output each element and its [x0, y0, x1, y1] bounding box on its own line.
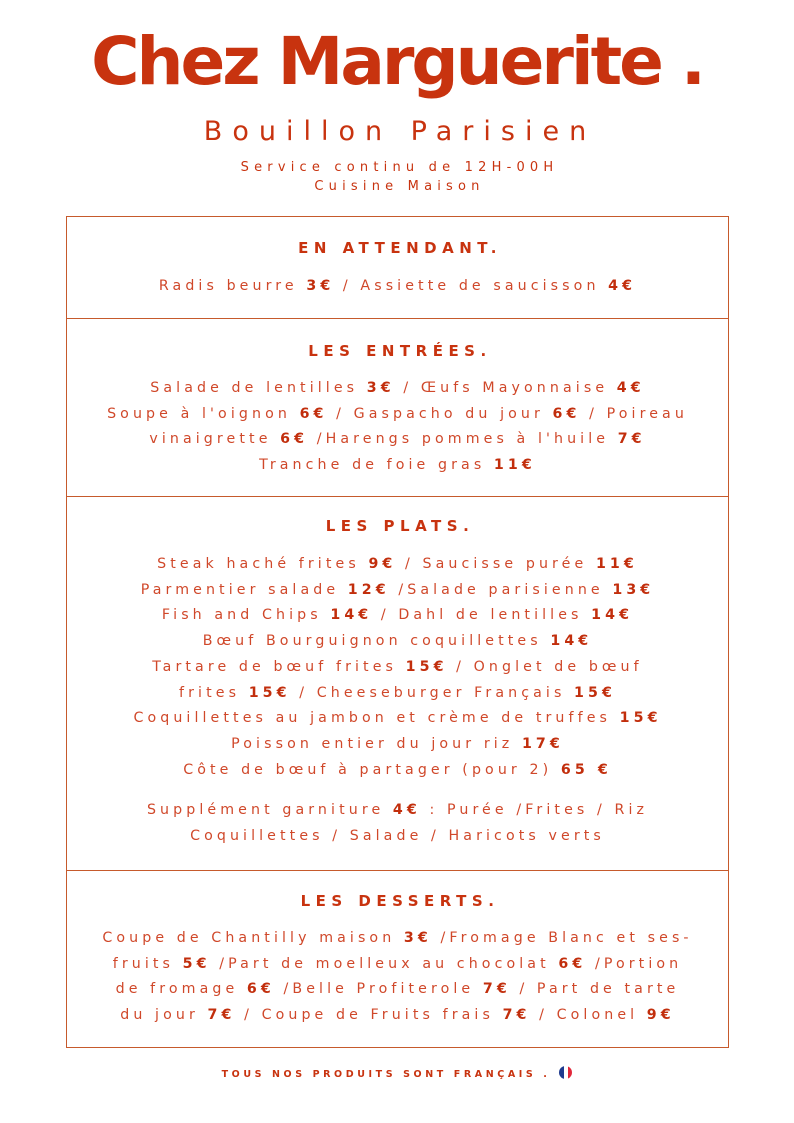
- menu-line: [67, 1003, 728, 1029]
- section-entrees: [67, 319, 728, 497]
- dish-text: / Coupe de Fruits frais: [235, 1007, 503, 1024]
- price: 7€: [617, 431, 646, 448]
- dish-text: Tranche de foie gras: [259, 457, 494, 474]
- menu-line: [67, 706, 728, 732]
- spacer: [67, 783, 728, 798]
- section-lines: [67, 274, 728, 300]
- price: 11€: [493, 457, 536, 474]
- price: 17€: [521, 735, 564, 752]
- dish-text: / Dahl de lentilles: [372, 607, 592, 624]
- price: 15€: [619, 710, 662, 727]
- price: 15€: [405, 658, 448, 675]
- section-lines: [67, 926, 728, 1029]
- service-hours: Service continu de 12H-00H: [240, 160, 559, 175]
- price: 4€: [608, 278, 637, 294]
- price: 6€: [299, 405, 328, 422]
- price: 9€: [646, 1007, 675, 1024]
- dish-text: Côte de bœuf à partager (pour 2): [183, 761, 561, 778]
- menu-line: [67, 376, 728, 402]
- price: 6€: [552, 405, 581, 422]
- price: 6€: [280, 431, 309, 448]
- price: 7€: [482, 981, 511, 998]
- price: 12€: [347, 581, 390, 598]
- dish-text: Coquillettes / Salade / Haricots verts: [190, 828, 605, 845]
- menu-line: [67, 402, 728, 428]
- dish-text: Poisson entier du jour riz: [231, 735, 522, 752]
- menu-line: [67, 758, 728, 784]
- section-title: LES PLATS.: [325, 517, 475, 535]
- footer: [0, 1066, 794, 1083]
- price: 14€: [550, 633, 593, 650]
- price: 65 €: [560, 761, 612, 778]
- price: 14€: [330, 607, 373, 624]
- dish-text: / Gaspacho du jour: [327, 405, 553, 422]
- menu-line: [67, 824, 728, 850]
- menu-line: [67, 655, 728, 681]
- section-title: LES DESSERTS.: [300, 892, 500, 910]
- dish-text: / Colonel: [530, 1007, 647, 1024]
- price: 6€: [558, 955, 587, 972]
- restaurant-title: Chez Marguerite .: [91, 23, 703, 100]
- price: 11€: [595, 556, 638, 572]
- section-en-attendant: [67, 217, 728, 319]
- dish-text: fruits: [112, 955, 183, 972]
- menu-line: [67, 453, 728, 479]
- dish-text: / Œufs Mayonnaise: [394, 380, 617, 396]
- service-info: [0, 158, 794, 196]
- dish-text: Bœuf Bourguignon coquillettes: [202, 633, 551, 650]
- dish-text: de fromage: [115, 981, 247, 998]
- dish-text: Salade de lentilles: [150, 380, 367, 396]
- dish-text: / Saucisse purée: [396, 556, 596, 572]
- menu-line: [67, 732, 728, 758]
- dish-text: Coquillettes au jambon et crème de truffes: [133, 710, 620, 727]
- cuisine-label: Cuisine Maison: [314, 179, 485, 194]
- section-lines: [67, 376, 728, 479]
- dish-text: Parmentier salade: [140, 581, 348, 598]
- dish-text: Coupe de Chantilly maison: [102, 930, 404, 946]
- menu-line: [67, 274, 728, 300]
- price: 5€: [182, 955, 211, 972]
- dish-text: / Assiette de saucisson: [334, 278, 609, 294]
- dish-text: Soupe à l'oignon: [107, 405, 300, 422]
- dish-text: Supplément garniture: [146, 802, 393, 819]
- price: 13€: [612, 581, 655, 598]
- price: 9€: [368, 556, 397, 572]
- menu-line: [67, 798, 728, 824]
- dish-text: : Purée /Frites / Riz: [420, 802, 649, 819]
- dish-text: / Cheeseburger Français: [290, 684, 575, 701]
- dish-text: /Harengs pommes à l'huile: [308, 431, 618, 448]
- menu-line: [67, 926, 728, 952]
- price: 3€: [306, 278, 335, 294]
- dish-text: Radis beurre: [158, 278, 307, 294]
- price: 4€: [616, 380, 645, 396]
- dish-text: /Fromage Blanc et ses-: [431, 930, 693, 946]
- restaurant-subtitle: Bouillon Parisien: [203, 116, 597, 147]
- dish-text: /Belle Profiterole: [274, 981, 483, 998]
- price: 7€: [207, 1007, 236, 1024]
- menu-line: [67, 629, 728, 655]
- menu-line: [67, 681, 728, 707]
- price: 3€: [366, 380, 395, 396]
- price: 14€: [591, 607, 634, 624]
- price: 6€: [246, 981, 275, 998]
- menu-line: [67, 977, 728, 1003]
- price: 15€: [248, 684, 291, 701]
- dish-text: Steak haché frites: [157, 556, 369, 572]
- dish-text: frites: [179, 684, 249, 701]
- menu-line: [67, 952, 728, 978]
- menu-line: [67, 552, 728, 578]
- supplement-lines: [67, 798, 728, 849]
- dish-text: /Part de moelleux au chocolat: [210, 955, 559, 972]
- menu-line: [67, 578, 728, 604]
- dish-text: du jour: [120, 1007, 208, 1024]
- section-title: LES ENTRÉES.: [308, 342, 492, 360]
- section-lines: [67, 552, 728, 783]
- price: 15€: [574, 684, 616, 701]
- dish-text: vinaigrette: [149, 431, 281, 448]
- section-desserts: [67, 871, 728, 1047]
- dish-text: / Poireau: [580, 405, 688, 422]
- menu-box: [66, 216, 729, 1048]
- price: 3€: [403, 930, 432, 946]
- dish-text: Fish and Chips: [161, 607, 331, 624]
- dish-text: /Salade parisienne: [389, 581, 613, 598]
- menu-line: [67, 427, 728, 453]
- menu-line: [67, 603, 728, 629]
- price: 7€: [502, 1007, 531, 1024]
- french-flag-icon: [559, 1066, 572, 1079]
- price: 4€: [392, 802, 421, 819]
- dish-text: /Portion: [586, 955, 683, 972]
- section-title: EN ATTENDANT.: [298, 239, 502, 257]
- footer-text: TOUS NOS PRODUITS SONT FRANÇAIS .: [221, 1069, 551, 1080]
- dish-text: / Part de tarte: [510, 981, 680, 998]
- section-plats: [67, 497, 728, 871]
- dish-text: Tartare de bœuf frites: [152, 658, 406, 675]
- dish-text: / Onglet de bœuf: [447, 658, 643, 675]
